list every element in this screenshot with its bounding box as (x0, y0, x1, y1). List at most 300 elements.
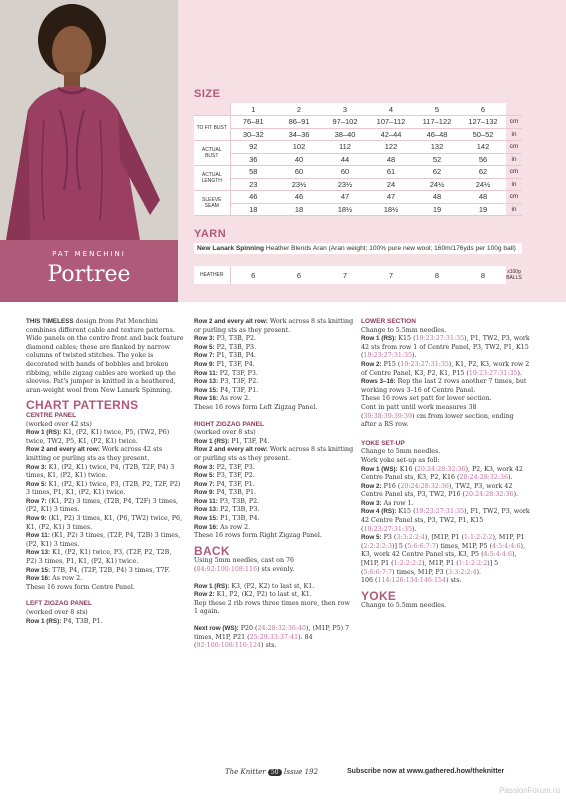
right-zigzag-note: (worked over 8 sts) (194, 429, 256, 437)
pattern-row (194, 591, 354, 600)
size-variants: 19:23:27:31:35 (415, 335, 465, 343)
text: ), P1, TW2, P3, work 42 Centre Panel sts, P3, TW2, P1, K15 ( (361, 508, 530, 533)
model-photo (0, 0, 178, 240)
row-text: (K1, P2) 3 times, K1, (P6, TW2) twice, P6, K1, (P2, K1) 3 times. (26, 515, 182, 531)
row-key: Row 3: (361, 499, 382, 507)
row-text: P4, T3B, P1. (61, 617, 103, 625)
table-cell: 142 (460, 141, 506, 154)
size-col: 5 (414, 103, 460, 116)
text: ), P1, TW2, P3, work 42 sts from row 1 of Centre Panel, P3, TW2, P1, K15 ( (361, 335, 530, 360)
row-key: Rows 3–16: (361, 378, 396, 386)
size-variants: 19:23:27:31:35 (363, 352, 413, 360)
pattern-title: Portree (47, 262, 131, 287)
text: P15 ( (381, 360, 401, 368)
row-label: SLEEVE SEAM (194, 191, 230, 216)
table-cell: 23½ (276, 178, 322, 191)
size-variants: 19:23:27:31:35 (415, 508, 465, 516)
table-cell: 52 (414, 153, 460, 166)
row-key: Row 3: (194, 335, 215, 343)
text: Using 5mm needles, cast on 76 ( (194, 557, 295, 574)
table-cell: 23½ (322, 178, 368, 191)
issue-number: Issue 192 (283, 768, 318, 776)
lower-set: These 16 rows set patt for lower section. (361, 395, 492, 403)
row-key: Row 11: (26, 532, 50, 540)
pattern-row (26, 446, 184, 463)
table-cell: 40 (276, 153, 322, 166)
size-table (194, 103, 522, 216)
left-zigzag-title: LEFT ZIGZAG PANEL (26, 600, 92, 608)
pattern-row (194, 446, 354, 463)
table-cell: 48 (460, 191, 506, 204)
table-cell: 127–132 (460, 116, 506, 129)
table-cell: 48 (368, 153, 414, 166)
pattern-row (26, 464, 184, 481)
pattern-row (194, 378, 354, 387)
row-text: (K1, P2) 3 times, (T2F, P4, T2B) 3 times, (P2, K1) 3 times. (26, 532, 181, 548)
row-text: Work across 42 sts knitting or purling sts as they present. (26, 446, 163, 462)
text: ). (476, 568, 482, 576)
table-cell: 23 (230, 178, 276, 191)
row-key: Row 13: (194, 378, 219, 386)
row-text: K1, (P2, K1) twice, P3, (T2F, P2, T2B, P2) 3 times, P1, K1, (P2, K1) twice. (26, 549, 172, 566)
table-cell: 61 (368, 166, 414, 179)
text: Cont in patt until work measures 38 ( (361, 403, 477, 420)
size-variants: 20:24:28:32:36 (416, 465, 466, 473)
table-cell: 112 (322, 141, 368, 154)
row-key: Row 13: (26, 549, 51, 557)
pattern-row (194, 352, 354, 361)
table-cell: 6 (230, 266, 276, 284)
text: )] 5 ( (392, 542, 408, 550)
row-label: TO FIT BUST (194, 116, 230, 141)
size-heading: SIZE (194, 88, 221, 100)
text: ) sts. (261, 642, 277, 650)
yoke-change: Change to 5.5mm needles. (361, 602, 447, 610)
table-cell: 24½ (460, 178, 506, 191)
yarn-table (194, 266, 522, 284)
right-zigzag-footer: These 16 rows form Right Zigzag Panel. (194, 532, 322, 540)
size-variants: 20:24:28:32:36 (400, 482, 449, 490)
back-heading: BACK (194, 543, 230, 558)
text: ) sts evenly. (257, 566, 295, 574)
row-key: Row 7: (194, 480, 215, 488)
size-col: 3 (322, 103, 368, 116)
size-col: 6 (460, 103, 506, 116)
pattern-row (194, 506, 354, 515)
yarn-row-label: HEATHER (194, 266, 230, 284)
pattern-row (194, 438, 354, 447)
row-text: Work across 8 sts knitting or purling sts as they present. (194, 318, 354, 334)
row-text: K1, (P2, K1) twice, P4, (T2B, T2F, P4) 3 times, K1, (P2, K1) twice. (26, 463, 175, 480)
pattern-row (194, 344, 354, 353)
intro-lead: THIS TIMELESS (26, 318, 74, 325)
row-key: Row 16: (194, 523, 219, 531)
table-cell: 86–91 (276, 116, 322, 129)
row-key: Row 7: (26, 497, 47, 505)
row-key: Row 2 and every alt row: (26, 446, 100, 454)
row-text: (K1, P2) 3 times, (T2B, P4, T2F) 3 times, (P2, K1) 3 times. (26, 497, 179, 514)
text: )] 5 ( (361, 560, 499, 576)
model-photo-illustration (0, 0, 178, 240)
text: K15 ( (396, 508, 416, 516)
row-text: P3, T3B, P2. (214, 335, 256, 343)
pattern-row (361, 508, 531, 534)
row-text: As row 2. (50, 575, 83, 583)
column-1 (26, 318, 184, 626)
table-cell: 34–36 (276, 128, 322, 141)
yarn-heading: YARN (194, 228, 227, 240)
pattern-row (361, 483, 531, 500)
row-key: Row 1 (WS): (361, 465, 398, 473)
table-cell: 76–81 (230, 116, 276, 129)
table-cell: 60 (322, 166, 368, 179)
row-key: Row 1 (RS): (194, 582, 230, 590)
pattern-row (26, 429, 184, 446)
row-key: Row 13: (194, 506, 219, 514)
text: ), [M1P, P1 ( (424, 534, 464, 542)
text: ). (513, 491, 519, 499)
pattern-row (361, 378, 531, 395)
text: P20 ( (238, 625, 258, 632)
pattern-row (194, 361, 354, 370)
centre-panel-note: (worked over 42 sts) (26, 420, 92, 428)
text: ). (517, 369, 522, 377)
size-variants: 1:1:2:2:2 (458, 560, 488, 568)
lower-continue (361, 404, 531, 430)
subscribe-link[interactable]: Subscribe now at www.gathered.how/theknitter (347, 768, 505, 775)
magazine-footer (225, 768, 318, 776)
table-cell: 102 (276, 141, 322, 154)
pattern-row (26, 532, 184, 549)
text: ), K3, work 42 Centre Panel sts, K3, P5 ( (361, 542, 525, 559)
pattern-row (194, 524, 354, 533)
size-col: 1 (230, 103, 276, 116)
text: P16 ( (381, 482, 401, 490)
size-variants: 20:24:28:32:36 (465, 491, 514, 499)
table-cell: 7 (368, 266, 414, 284)
table-cell: 24 (368, 178, 414, 191)
row-key: Row 11: (194, 497, 218, 505)
centre-panel-footer: These 16 rows form Centre Panel. (26, 583, 135, 591)
intro-paragraph (26, 318, 184, 395)
page-footer (0, 768, 566, 782)
row-key: Row 2: (361, 360, 382, 368)
size-variants: 19:23:27:31:35 (400, 360, 449, 368)
table-cell: 44 (322, 153, 368, 166)
text: ), [M1P, P1 ( (361, 551, 517, 568)
unit-cell: in (506, 203, 522, 216)
row-text: P4, T3F, P1. (218, 386, 259, 394)
table-cell: 42–44 (368, 128, 414, 141)
row-text: K1, P2, (K2, P2) to last st, K1. (214, 591, 312, 599)
row-key: Row 9: (26, 515, 47, 523)
pattern-row (361, 500, 531, 509)
table-cell: 18½ (322, 203, 368, 216)
row-key: Row 11: (194, 369, 218, 377)
size-variants: 114:126:134:146:154 (377, 577, 447, 585)
text: K16 ( (397, 465, 417, 473)
unit-cell: in (506, 153, 522, 166)
row-key: Row 5: (361, 534, 382, 542)
left-zigzag-footer: These 16 rows form Left Zigzag Panel. (194, 403, 318, 411)
table-cell: 92 (230, 141, 276, 154)
yoke-setup-total (361, 577, 531, 586)
text: ) cm from lower section, ending after a RS row. (361, 412, 514, 429)
row-key: Row 2 and every alt row: (194, 318, 268, 325)
text: P3 ( (381, 534, 397, 542)
row-text: P2, T3F, P3. (214, 463, 255, 471)
yarn-description (194, 243, 522, 254)
row-text: As row 2. (218, 523, 251, 531)
row-text: P1, T3F, P4. (214, 360, 255, 368)
pattern-row (361, 361, 531, 378)
unit-cell: x100g BALLS (506, 266, 522, 284)
table-cell: 18½ (368, 203, 414, 216)
lower-change: Change to 5.5mm needles. (361, 326, 447, 334)
row-text: Rep the last 2 rows another 7 times, but working rows 3–16 of Centre Panel. (361, 378, 527, 394)
table-cell: 62 (414, 166, 460, 179)
table-cell: 18 (230, 203, 276, 216)
pattern-row (26, 575, 184, 584)
table-cell: 62 (460, 166, 506, 179)
centre-panel-title: CENTRE PANEL (26, 411, 77, 419)
pattern-row (194, 481, 354, 490)
table-cell: 8 (460, 266, 506, 284)
row-key: Row 5: (194, 343, 215, 351)
row-key: Row 1 (RS): (26, 617, 62, 625)
table-cell: 107–112 (368, 116, 414, 129)
pattern-row (26, 549, 184, 566)
row-text: P3, T3F, P2. (218, 378, 259, 386)
table-cell: 60 (276, 166, 322, 179)
row-text: P3, T3F, P2. (214, 472, 255, 480)
chart-patterns-heading: CHART PATTERNS (26, 398, 139, 413)
lower-section-heading: LOWER SECTION (361, 318, 416, 325)
row-key: Row 3: (194, 463, 215, 471)
table-cell: 56 (460, 153, 506, 166)
pattern-row (194, 464, 354, 473)
size-col: 4 (368, 103, 414, 116)
pattern-row (194, 625, 354, 651)
text: ). (412, 525, 417, 533)
table-cell: 19 (414, 203, 460, 216)
pattern-row (194, 335, 354, 344)
row-key: Row 2: (361, 482, 382, 490)
row-text: As row 2. (218, 395, 251, 403)
row-text: P1, T3B, P4. (218, 515, 260, 523)
row-text: K1, (P2, K1) twice, P5, (TW2, P6) twice, TW2, P5, K1, (P2, K1) twice. (26, 429, 170, 445)
pattern-row (194, 395, 354, 404)
size-variants: 20:24:28:32:36 (459, 474, 509, 482)
row-text: K3, (P2, K2) to last st, K1. (229, 582, 315, 590)
table-cell: 48 (414, 191, 460, 204)
row-key: Row 2 and every alt row: (194, 446, 268, 454)
pattern-row (361, 534, 531, 577)
yoke-setup-change: Change to 5mm needles. (361, 448, 441, 456)
row-key: Row 3: (26, 463, 47, 471)
pattern-row (194, 387, 354, 396)
row-text: P3, T3B, P2. (217, 497, 260, 505)
size-variants: 39:38:39:39:39 (363, 412, 413, 420)
text: ), (M1P, P5) 7 times, M1P, P21 ( (194, 625, 350, 641)
unit-cell: in (506, 128, 522, 141)
table-cell: 8 (414, 266, 460, 284)
row-key: Row 1 (RS): (361, 335, 397, 343)
size-variants: 19:23:27:31:35 (363, 525, 413, 533)
table-cell: 36 (230, 153, 276, 166)
pattern-row (194, 472, 354, 481)
text: ), TW2, P3, work 42 Centre Panel sts, P3, TW2, P16 ( (361, 482, 513, 499)
row-key: Row 16: (26, 575, 51, 583)
row-text: As row 1. (381, 499, 414, 507)
table-cell: 58 (230, 166, 276, 179)
text: ), P2, K3, work 42 Centre Panel sts, K3, P2, K16 ( (361, 465, 523, 482)
row-text: T7B, P4, (T2F, T2B, P4) 3 times, T7F. (50, 566, 170, 574)
pattern-row (26, 567, 184, 576)
size-variants: 4:5:4:4:6 (483, 551, 513, 559)
row-key: Row 9: (194, 360, 215, 368)
text: ), M1P, P1 ( (422, 560, 459, 568)
size-variants: 19:23:27:31:35 (468, 369, 518, 377)
pattern-row (26, 481, 184, 498)
size-variants: 5:6:6:7:7 (407, 542, 436, 550)
pattern-row (194, 583, 354, 592)
row-key: Next row (WS): (194, 625, 239, 632)
row-key: Row 15: (194, 386, 219, 394)
unit-cell: cm (506, 141, 522, 154)
size-variants: 84:92:100:108:116 (196, 566, 258, 574)
page-number: 50 (268, 769, 282, 776)
pattern-row (194, 515, 354, 524)
table-cell: 46–48 (414, 128, 460, 141)
row-key: Row 9: (194, 489, 215, 497)
watermark: PassionForum.ru (499, 786, 560, 795)
table-cell: 38–40 (322, 128, 368, 141)
row-key: Row 1 (RS): (194, 437, 230, 445)
table-cell: 47 (322, 191, 368, 204)
unit-cell: in (506, 178, 522, 191)
size-variants: 3:3:2:2:4 (396, 534, 425, 542)
row-key: Row 5: (194, 472, 215, 480)
text: ) times, M1P, P5 ( (435, 542, 492, 550)
row-text: P4, T3B, P1. (214, 489, 256, 497)
table-cell: 50–52 (460, 128, 506, 141)
row-text: P4, T3F, P1. (214, 480, 255, 488)
text: ) times, M1P, P3 ( (392, 568, 449, 576)
row-key: Row 2: (194, 591, 215, 599)
yarn-brand: New Lanark Spinning (197, 245, 265, 252)
size-variants: 24:28:32:36:40 (257, 625, 307, 632)
text: ) sts. (446, 577, 462, 585)
size-col: 2 (276, 103, 322, 116)
pattern-row (26, 498, 184, 515)
size-variants: 1:2:2:2:2 (393, 560, 423, 568)
intro-text: design from Pat Menchini combines different cable and texture patterns. Wide panels on the centre front and back feature diamond cables; these are flanked by narrow columns of twisted stitches. The yoke is decorated with bands of bobbles and broken ribbing, while zigzag cables are worked up the sleeves. Pat's jumper is knitted in a heathered, aran-weight wool from New Lanark Spinning. (26, 318, 184, 394)
pattern-row (26, 515, 184, 532)
size-variants: 5:6:6:7:7 (363, 568, 392, 576)
size-variants: 25:29:33:37:41 (249, 633, 299, 641)
text: ), K1, P2, K3, work row 2 of Centre Panel, K3, P2, K1, P15 ( (361, 360, 530, 377)
size-variants: 2:2:2:2:3 (363, 542, 392, 550)
pattern-row (194, 489, 354, 498)
size-variants: 1:1:2:2:2 (463, 534, 493, 542)
row-text: P1, T3F, P4. (229, 437, 270, 445)
pattern-row (194, 498, 354, 507)
row-text: P2, T3B, P3. (214, 343, 256, 351)
yoke-heading: YOKE (361, 588, 397, 603)
size-variants: 3:3:2:2:4 (448, 568, 477, 576)
table-cell: 6 (276, 266, 322, 284)
table-cell: 46 (276, 191, 322, 204)
row-text: P1, T3B, P4. (214, 352, 256, 360)
table-cell: 122 (368, 141, 414, 154)
yoke-setup-heading: YOKE SET-UP (361, 439, 405, 447)
text: K15 ( (396, 335, 416, 343)
table-cell: 18 (276, 203, 322, 216)
table-cell: 132 (414, 141, 460, 154)
magazine-name: The Knitter (225, 768, 266, 776)
designer-name: PAT MENCHINI (52, 250, 126, 258)
text: ). 84 ( (194, 633, 313, 650)
row-text: Work across 8 sts knitting or purling sts as they present. (194, 446, 354, 462)
unit-cell: cm (506, 116, 522, 129)
pattern-row (194, 318, 354, 335)
row-key: Row 15: (26, 566, 51, 574)
column-3 (361, 318, 531, 611)
unit-cell: cm (506, 166, 522, 179)
row-text: K1, (P2, K1) twice, P3, (T2B, P2, T2F, P2) 3 times, P1, K1, (P2, K1) twice. (26, 480, 181, 497)
table-cell: 97–102 (322, 116, 368, 129)
size-variants: 4:5:4:4:6 (491, 542, 521, 550)
row-key: Row 15: (194, 515, 219, 523)
row-key: Row 16: (194, 395, 219, 403)
left-zigzag-note: (worked over 8 sts) (26, 609, 88, 616)
text: ). (508, 474, 513, 482)
yarn-detail: Heather Blends Aran (Aran weight; 100% pure new wool; 160m/176yds per 100g ball) (265, 245, 516, 252)
row-label: ACTUAL LENGTH (194, 166, 230, 191)
row-text: P2, T3F, P3. (217, 369, 258, 377)
pattern-row (361, 335, 531, 361)
table-cell: 19 (460, 203, 506, 216)
back-repeat: Rep these 2 rib rows three times more, then row 1 again. (194, 599, 350, 616)
row-key: Row 4 (RS): (361, 508, 397, 516)
pattern-row (26, 618, 184, 627)
text: 106 ( (361, 577, 378, 585)
pattern-row (194, 370, 354, 379)
row-key: Row 7: (194, 352, 215, 360)
table-cell: 7 (322, 266, 368, 284)
table-cell: 46 (230, 191, 276, 204)
pattern-title-box (0, 240, 178, 302)
row-text: P2, T3B, P3. (218, 506, 260, 514)
table-cell: 47 (368, 191, 414, 204)
row-label: ACTUAL BUST (194, 141, 230, 166)
table-cell: 30–32 (230, 128, 276, 141)
pattern-row (361, 466, 531, 483)
right-zigzag-title: RIGHT ZIGZAG PANEL (194, 420, 264, 428)
text: ), M1P, P1 ( (361, 534, 525, 550)
yoke-setup-intro: Work yoke set-up as foll: (361, 456, 440, 464)
table-cell: 117–122 (414, 116, 460, 129)
row-key: Row 5: (26, 480, 47, 488)
back-cast-on (194, 557, 354, 574)
text: ). (412, 352, 417, 360)
unit-cell: cm (506, 191, 522, 204)
row-key: Row 1 (RS): (26, 429, 62, 437)
table-cell: 24½ (414, 178, 460, 191)
size-variants: 92:100:108:116:124 (196, 642, 262, 650)
column-2 (194, 318, 354, 651)
